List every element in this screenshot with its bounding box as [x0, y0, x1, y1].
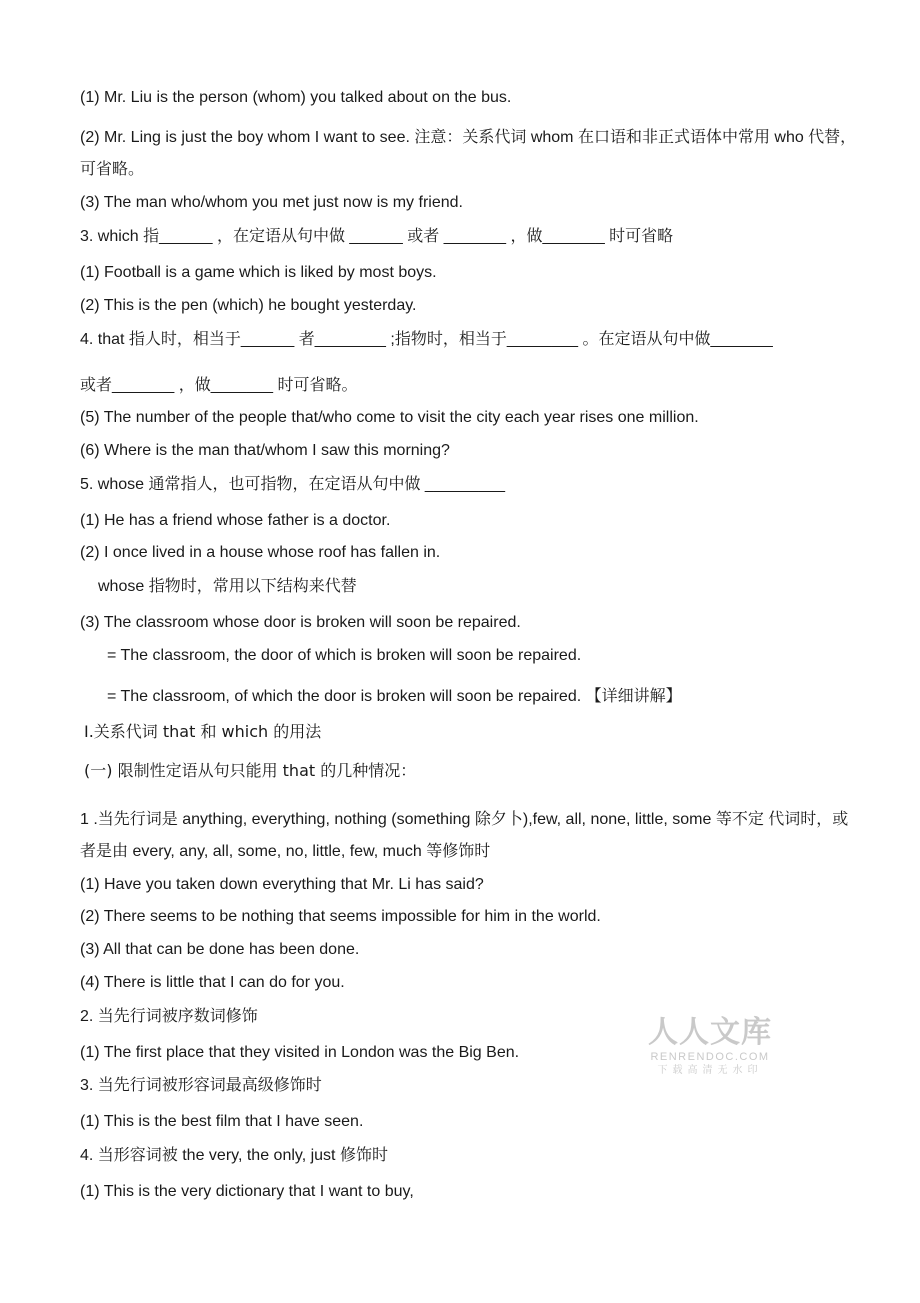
- text-line: 4. 当形容词被 the very, the only, just 修饰时: [80, 1147, 388, 1164]
- text-line: 1 .当先行词是 anything, everything, nothing (something 除夕卜),few, all, none, little, some 等不定 代词时，或者是由 every, any, all, some, no, little, few, much 等修饰时: [80, 811, 849, 860]
- text-line: = The classroom, the door of which is broken will soon be repaired.: [107, 647, 582, 664]
- watermark-tagline: 下载高清无水印: [657, 1065, 763, 1076]
- text-line: = The classroom, of which the door is broken will soon be repaired. 【详细讲解】: [107, 688, 682, 705]
- text-line: 3. 当先行词被形容词最高级修饰时: [80, 1077, 322, 1094]
- text-line: (2) I once lived in a house whose roof has fallen in.: [80, 544, 441, 561]
- text-line: 3. which 指______ ，在定语从句中做 ______ 或者 _______ ，做_______ 时可省略: [80, 228, 674, 245]
- text-line: whose 指物时，常用以下结构来代替: [98, 578, 357, 595]
- text-line: (2) There seems to be nothing that seems impossible for him in the world.: [80, 908, 601, 925]
- text-line: (3) The classroom whose door is broken will soon be repaired.: [80, 614, 521, 631]
- text-line: 5. whose 通常指人，也可指物，在定语从句中做 _________: [80, 476, 506, 493]
- text-line: (1) Mr. Liu is the person (whom) you talked about on the bus.: [80, 89, 512, 106]
- text-line: (1) The first place that they visited in London was the Big Ben.: [80, 1044, 520, 1061]
- text-line: 2. 当先行词被序数词修饰: [80, 1008, 258, 1025]
- text-line: (2) This is the pen (which) he bought yesterday.: [80, 297, 417, 314]
- text-line: (1) This is the best film that I have seen.: [80, 1113, 364, 1130]
- section-heading: Ⅰ.关系代词 that 和 which 的用法: [84, 722, 322, 741]
- text-line: (1) He has a friend whose father is a doctor.: [80, 512, 391, 529]
- watermark-logo: [646, 1016, 774, 1078]
- text-line: (3) All that can be done has been done.: [80, 941, 360, 958]
- text-line: (2) Mr. Ling is just the boy whom I want to see. 注意：关系代词 whom 在口语和非正式语体中常用 who 代替，可省略。: [80, 129, 857, 178]
- text-line: (6) Where is the man that/whom I saw this morning?: [80, 442, 450, 459]
- text-line: (3) The man who/whom you met just now is my friend.: [80, 194, 463, 211]
- text-line: (5) The number of the people that/who come to visit the city each year rises one million.: [80, 409, 699, 426]
- text-line: 4. that 指人时，相当于______ 者________ ;指物时，相当于________ 。在定语从句中做_______: [80, 331, 773, 348]
- text-line: 或者_______ ，做_______ 时可省略。: [80, 377, 358, 394]
- text-line: (4) There is little that I can do for you.: [80, 974, 345, 991]
- text-line: (1) Football is a game which is liked by most boys.: [80, 264, 437, 281]
- watermark-brand: 人人文库: [648, 1015, 772, 1050]
- subsection-heading: (一) 限制性定语从句只能用 that 的几种情况：: [84, 761, 417, 780]
- text-line: (1) This is the very dictionary that I want to buy,: [80, 1183, 414, 1200]
- text-line: (1) Have you taken down everything that Mr. Li has said?: [80, 876, 484, 893]
- watermark-url: RENRENDOC.COM: [650, 1051, 770, 1063]
